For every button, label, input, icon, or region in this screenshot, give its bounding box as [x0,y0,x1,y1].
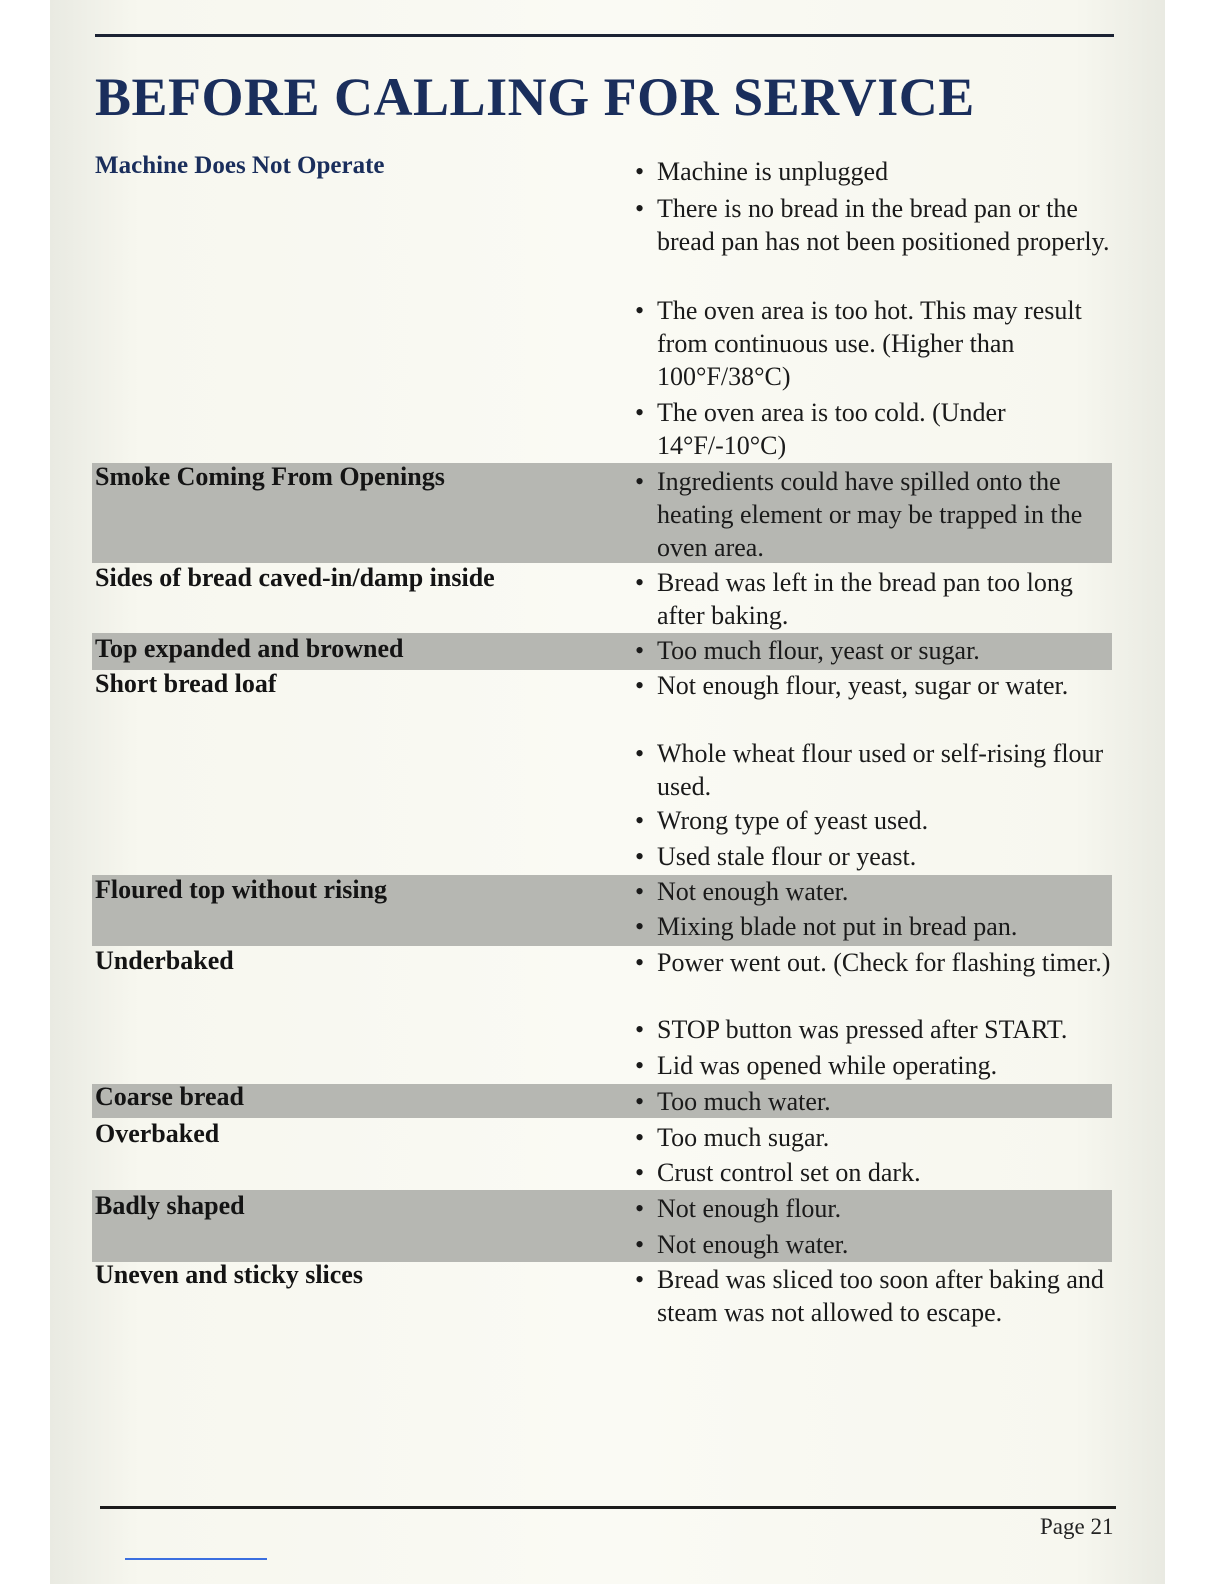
cause-item: • Bread was sliced too soon after baking and steam was not allowed to escape. [635,1265,1104,1327]
symptom-underbaked: Underbaked [95,946,234,975]
page-number: Page 21 [1040,1514,1114,1539]
cause-item: • The oven area is too hot. This may result from continuous use. (Higher than 100°F/38°C) [635,296,1082,391]
cause-item: • Used stale flour or yeast. [635,842,917,871]
cause-item: • Power went out. (Check for flashing timer.) [635,948,1111,977]
cause-item: • Not enough water. [635,1230,849,1259]
cause-item: • Wrong type of yeast used. [635,806,929,835]
symptom-top-expanded: Top expanded and browned [95,634,404,663]
bottom-rule [100,1506,1116,1509]
cause-item: • The oven area is too cold. (Under 14°F/-10°C) [635,398,1006,460]
page-title: BEFORE CALLING FOR SERVICE [95,67,975,127]
cause-item: • Mixing blade not put in bread pan. [635,912,1018,941]
cause-item: • Crust control set on dark. [635,1158,921,1187]
symptom-badly-shaped: Badly shaped [95,1191,245,1220]
symptom-overbaked: Overbaked [95,1119,220,1148]
blue-underline-mark [125,1558,267,1560]
symptom-smoke: Smoke Coming From Openings [95,462,445,491]
symptom-short-loaf: Short bread loaf [95,669,277,698]
symptom-floured-top: Floured top without rising [95,875,388,904]
top-rule [95,34,1114,37]
cause-item: • Not enough water. [635,877,849,906]
cause-item: • Too much sugar. [635,1123,830,1152]
cause-item: • Too much water. [635,1087,831,1116]
symptom-sides-caved: Sides of bread caved-in/damp inside [95,563,495,592]
cause-item: • Whole wheat flour used or self-rising flour used. [635,739,1104,801]
cause-item: • Bread was left in the bread pan too long after baking. [635,568,1073,630]
symptom-coarse: Coarse bread [95,1082,245,1111]
cause-item: • Not enough flour, yeast, sugar or water. [635,671,1069,700]
cause-item: • Too much flour, yeast or sugar. [635,636,980,665]
cause-item: • Not enough flour. [635,1194,842,1223]
symptom-uneven-slices: Uneven and sticky slices [95,1260,363,1289]
cause-item: • Lid was opened while operating. [635,1051,998,1080]
section-label: Machine Does Not Operate [95,152,385,179]
cause-item: • Ingredients could have spilled onto the heating element or may be trapped in the oven area. [635,467,1083,562]
cause-item: • STOP button was pressed after START. [635,1015,1068,1044]
cause-item: • Machine is unplugged [635,157,889,186]
cause-item: • There is no bread in the bread pan or the bread pan has not been positioned properly. [635,194,1110,256]
